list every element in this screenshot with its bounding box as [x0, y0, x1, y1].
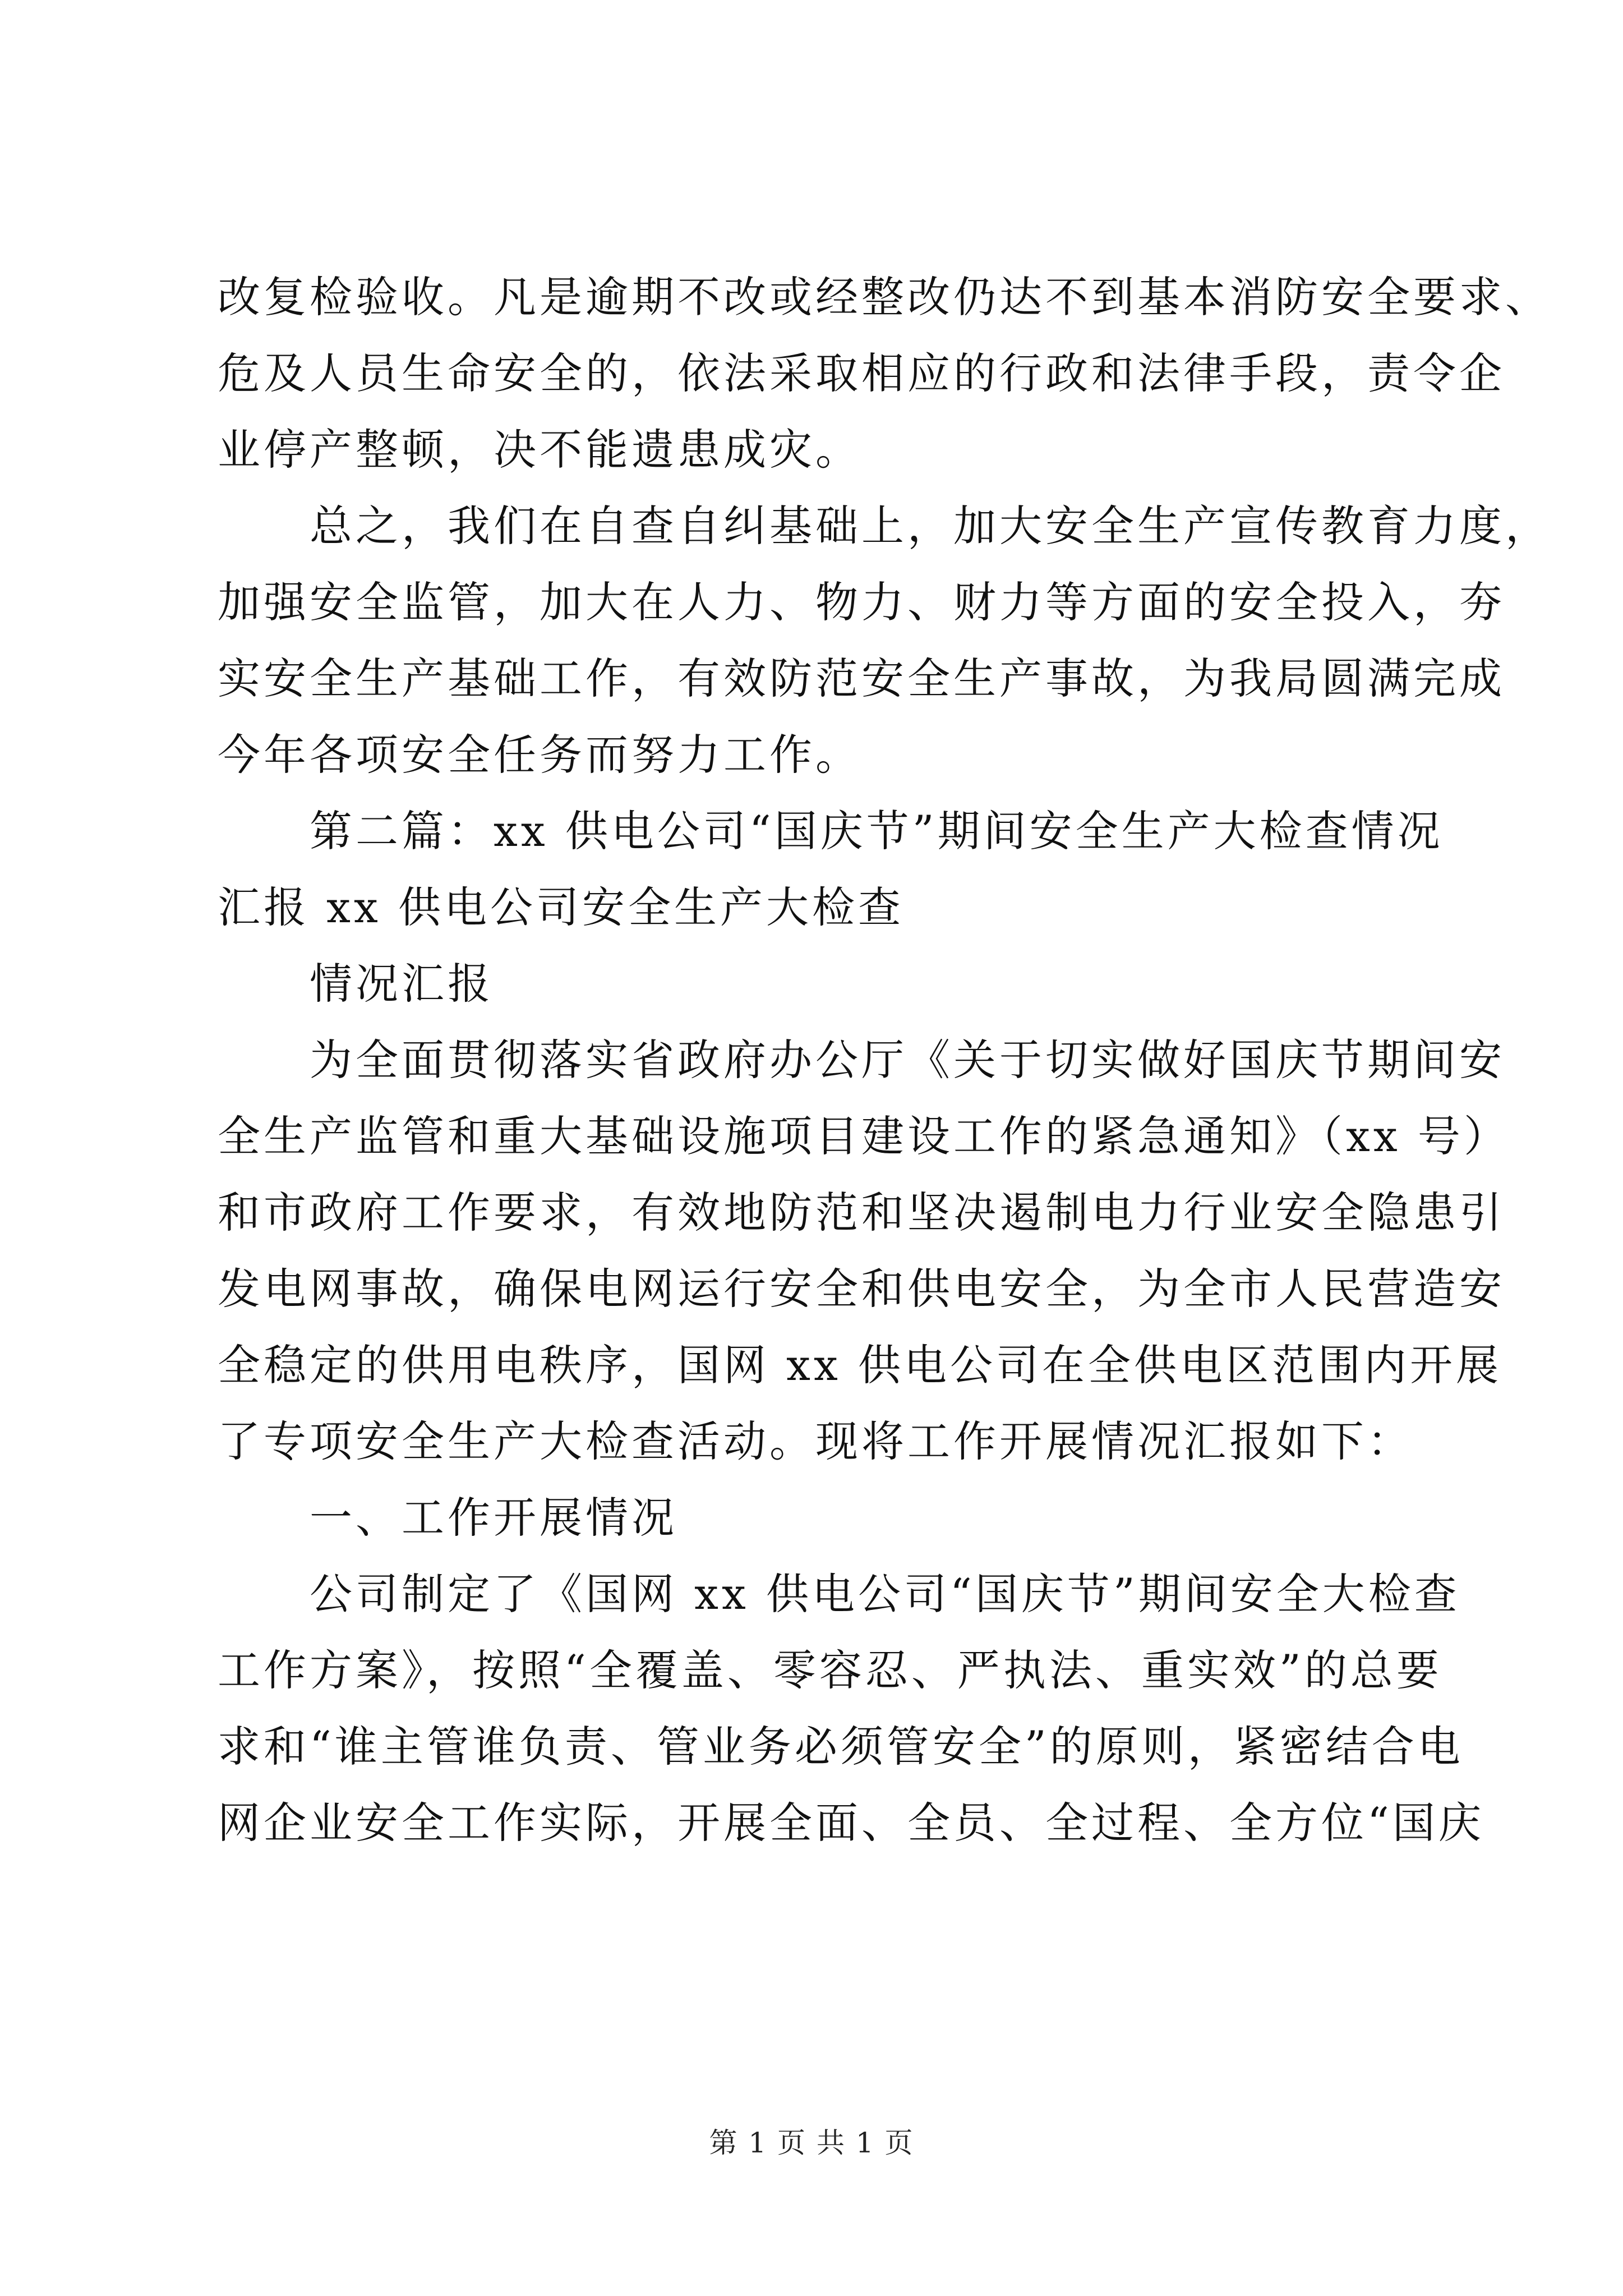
text-line: 危及人员生命安全的，依法采取相应的行政和法律手段，责令企 [218, 348, 1505, 398]
section-heading-line: 情况汇报 [218, 959, 494, 1009]
text-line: 加强安全监管，加大在人力、物力、财力等方面的安全投入，夯 [218, 577, 1505, 627]
text-line: 全稳定的供用电秩序，国网 xx 供电公司在全供电区范围内开展 [218, 1340, 1502, 1390]
text-line: 了专项安全生产大检查活动。现将工作开展情况汇报如下： [218, 1416, 1413, 1466]
document-body [218, 259, 1551, 1861]
text-line: 全生产监管和重大基础设施项目建设工作的紧急通知》（xx 号） [218, 1111, 1510, 1161]
text-line: 业停产整顿，决不能遗患成灾。 [218, 425, 861, 475]
text-line: 和市政府工作要求，有效地防范和坚决遏制电力行业安全隐患引 [218, 1188, 1505, 1237]
text-line: 求和“谁主管谁负责、管业务必须管安全”的原则，紧密结合电 [218, 1722, 1464, 1772]
subsection-heading-line: 一、工作开展情况 [218, 1493, 677, 1543]
text-line: 工作方案》，按照“全覆盖、零容忍、严执法、重实效”的总要 [218, 1645, 1442, 1695]
text-line: 为全面贯彻落实省政府办公厅《关于切实做好国庆节期间安 [218, 1035, 1505, 1085]
section-heading-line: 第二篇：xx 供电公司“国庆节”期间安全生产大检查情况 [218, 806, 1444, 856]
section-heading-line: 汇报 xx 供电公司安全生产大检查 [218, 882, 905, 932]
text-line: 实安全生产基础工作，有效防范安全生产事故，为我局圆满完成 [218, 654, 1505, 703]
text-line: 网企业安全工作实际，开展全面、全员、全过程、全方位“国庆 [218, 1798, 1484, 1848]
text-line: 改复检验收。凡是逾期不改或经整改仍达不到基本消防安全要求、 [218, 272, 1551, 322]
text-line: 公司制定了《国网 xx 供电公司“国庆节”期间安全大检查 [218, 1569, 1460, 1619]
text-line: 今年各项安全任务而努力工作。 [218, 730, 861, 780]
text-line: 总之，我们在自查自纠基础上，加大安全生产宣传教育力度， [218, 501, 1551, 551]
page-footer: 第 1 页 共 1 页 [709, 2127, 914, 2159]
text-line: 发电网事故，确保电网运行安全和供电安全，为全市人民营造安 [218, 1264, 1505, 1314]
